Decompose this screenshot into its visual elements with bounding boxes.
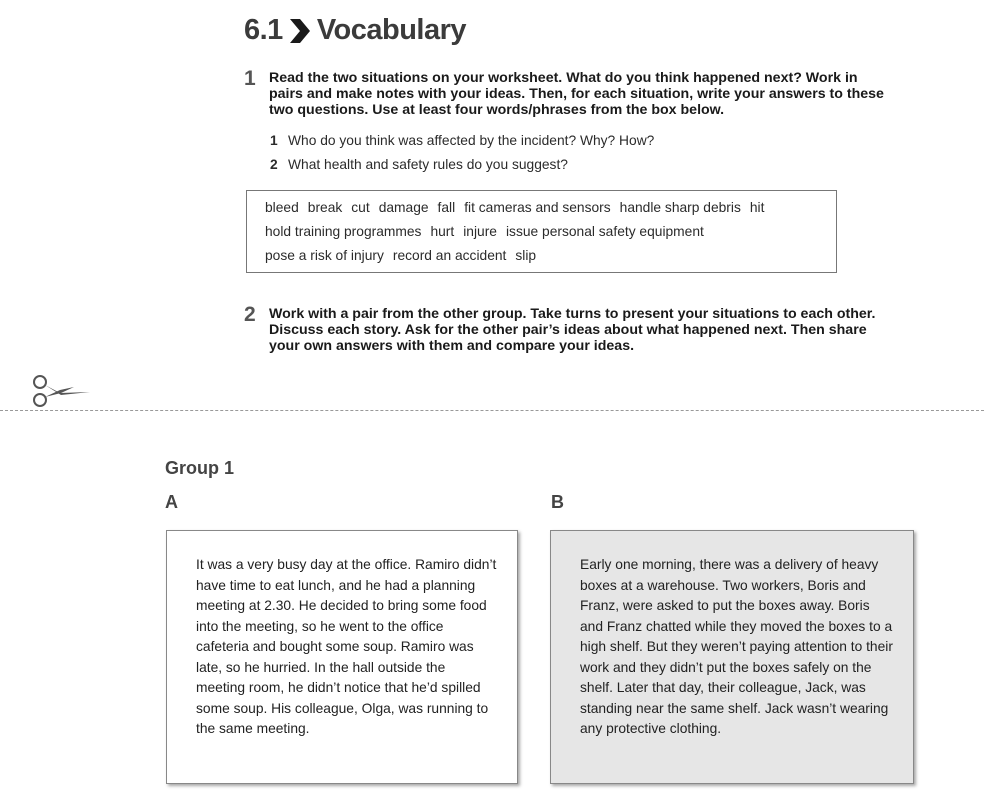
question-number: 1	[270, 133, 278, 148]
word-item: hurt	[430, 224, 455, 239]
question-item	[270, 133, 654, 148]
word-item: injure	[463, 224, 497, 239]
page-title	[244, 14, 466, 47]
word-item: pose a risk of injury	[265, 248, 384, 263]
story-a-box	[166, 530, 518, 784]
question-item	[270, 157, 568, 172]
task-2	[244, 303, 884, 354]
word-item: handle sharp debris	[619, 200, 741, 215]
story-b-box	[550, 530, 914, 784]
word-item: damage	[378, 200, 429, 215]
word-item: slip	[515, 248, 537, 263]
word-item: record an accident	[392, 248, 507, 263]
task-number: 2	[244, 303, 256, 326]
task-number: 1	[244, 67, 256, 90]
question-text: What health and safety rules do you suggest?	[288, 157, 568, 172]
story-a-text: It was a very busy day at the office. Ramiro didn’t have time to eat lunch, and he had a planning meeting at 2.30. He decided to bring some food into the meeting, so he went to the office cafeteria and bought some soup. Ramiro was late, so he hurried. In the hall outside the meeting room, he didn’t notice that he’d spilled some soup. His colleague, Olga, was running to the same meeting.	[196, 557, 497, 736]
task-instruction: Read the two situations on your worksheet. What do you think happened next? Work in pairs and make notes with your ideas. Then, for each situation, write your answers to these two questions. Use at least four words/phrases from the box below.	[269, 70, 884, 118]
chevron-right-icon	[287, 18, 311, 44]
story-a-label: A	[165, 492, 178, 512]
question-text: Who do you think was affected by the incident? Why? How?	[288, 133, 655, 148]
section-number: 6.1	[244, 14, 283, 46]
story-b-text: Early one morning, there was a delivery of heavy boxes at a warehouse. Two workers, Boris and Franz, were asked to put the boxes away. Boris and Franz chatted while they moved the boxes to a high shelf. But they weren’t paying attention to their work and they didn’t put the boxes safely on the shelf. Later that day, their colleague, Jack, was standing near the same shelf. Jack wasn’t wearing any protective clothing.	[580, 557, 893, 736]
word-box	[246, 190, 837, 273]
word-item: cut	[351, 200, 370, 215]
word-item: hold training programmes	[265, 224, 422, 239]
task-instruction: Work with a pair from the other group. Take turns to present your situations to each other. Discuss each story. Ask for the other pair’s ideas about what happened next. Then share your own answers with them and compare your ideas.	[269, 306, 876, 354]
story-b-label: B	[551, 492, 564, 512]
group-title: Group 1	[165, 458, 235, 478]
word-item: bleed	[265, 200, 299, 215]
cut-line	[0, 410, 984, 411]
word-item: break	[307, 200, 343, 215]
word-line	[265, 220, 836, 244]
word-item: hit	[749, 200, 765, 215]
section-title: Vocabulary	[316, 14, 467, 46]
word-item: issue personal safety equipment	[505, 224, 704, 239]
word-item: fit cameras and sensors	[464, 200, 611, 215]
task-1	[244, 67, 884, 118]
scissors-icon	[30, 374, 92, 408]
word-line	[265, 244, 836, 268]
word-line	[265, 196, 836, 220]
question-number: 2	[270, 157, 278, 172]
word-item: fall	[437, 200, 456, 215]
